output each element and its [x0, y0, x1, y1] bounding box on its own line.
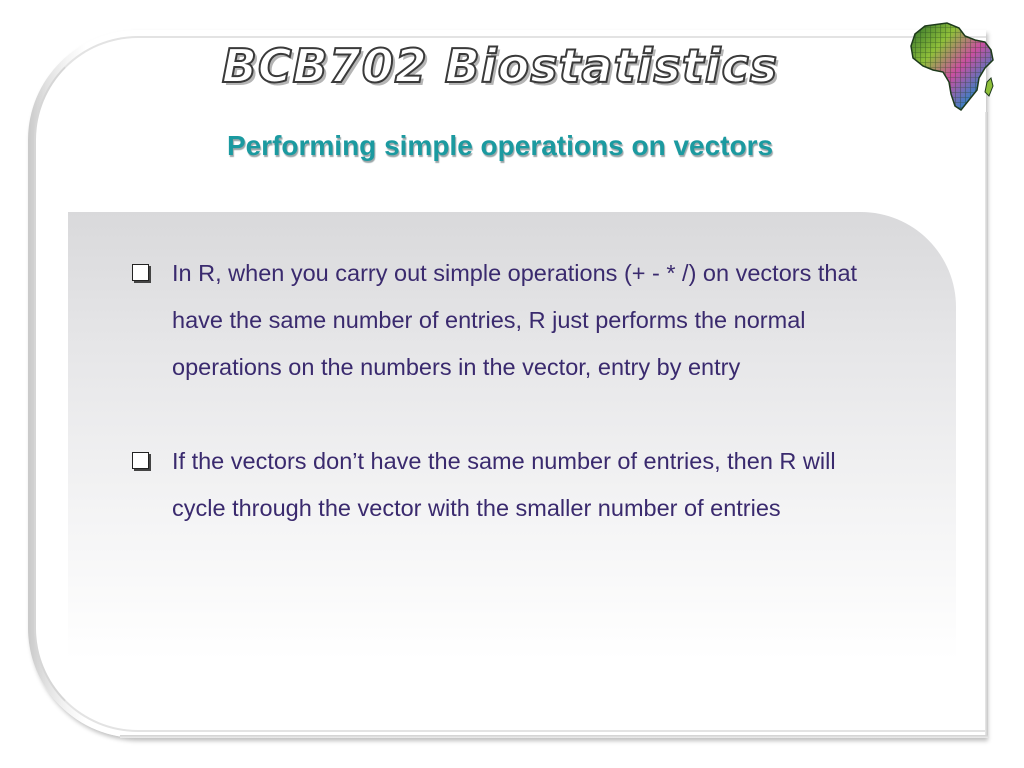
list-item — [130, 250, 870, 391]
frame-bottom-edge — [120, 735, 988, 738]
slide-title: BCB702 Biostatistics — [221, 39, 779, 93]
slide-subtitle: Performing simple operations on vectors — [226, 130, 774, 161]
bullet-text: If the vectors don’t have the same number of entries, then R will cycle through the vector with the smaller number of entries — [172, 448, 836, 521]
bullet-text: In R, when you carry out simple operations (+ - * /) on vectors that have the same number of entries, R just performs the normal operations on the numbers in the vector, entry by entry — [172, 260, 858, 380]
checkbox-bullet-icon — [132, 452, 149, 469]
frame-right-edge — [985, 112, 988, 736]
bullet-list — [130, 250, 870, 579]
africa-map-logo-icon — [903, 20, 999, 114]
list-item — [130, 438, 870, 532]
checkbox-bullet-icon — [132, 264, 149, 281]
